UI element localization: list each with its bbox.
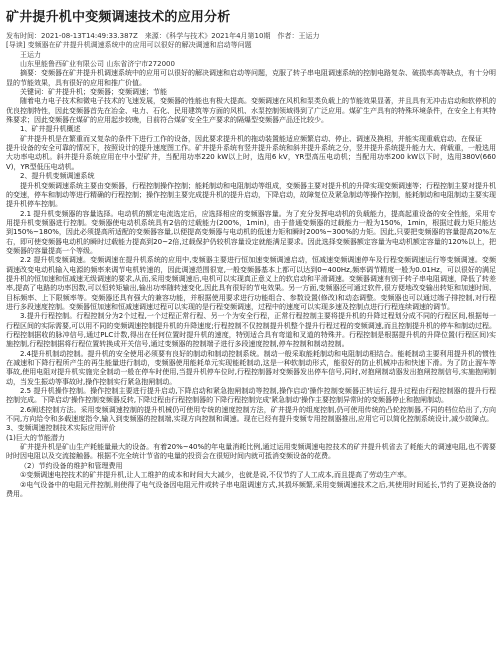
body-paragraph: ①变频调速电控技术的矿井提升机,让人工维护的成本和时间大大减少，也就是说,不仅节约了人工成本,而且提高了劳动生产率。 bbox=[20, 471, 411, 480]
body-paragraph: 提升机变频调速系统主要由变频器，行程控制操作控制；能耗制动和电阻制动等组成，变频器主要对提升机的升降实现变频调速等；行程控制主要对提升机的变速，停车和制动等进行精确的行程控制；操作控制主要完成提升机的提升启动，下降启动，故障复位及紧急制动等操作控制，能耗制动和电阻制动主要实现提升机停车控制。 bbox=[6, 181, 496, 209]
body-paragraph: 矿井提升机是矿山生产耗能量最大的设备。有着20%~40%的年电量消耗比例,通过运用变频调速电控技术的矿井提升机省去了耗能大的调速电阻,也不需要时时因电阻以及交流接触器。根据不完全统计节省的电量的投资会在很短时间内就可抵消变频设备的花费。 bbox=[6, 443, 496, 461]
body-paragraph: 矿井提升机是在繁重而又复杂的条件下进行工作的设备，因此要求提升机的拖动装置能适应频繁启动、停止、调速及换相，并能实现重载启动、在保证 bbox=[20, 134, 482, 143]
abstract: 摘要：变频器在矿井提升机调速系统中的应用可以很好的解决调速和启动等问题，克服了转子串电阻调速系统的控制电路复杂、破损率高等缺点，有十分明显的节能效果，具有很好的应用和推广价值。 bbox=[6, 69, 496, 87]
author-affiliation: 山东里能鲁西矿业有限公司 山东省济宁市272000 bbox=[20, 60, 175, 69]
publish-info: 发布时间：2021-08-13T14:49:33.387Z 来源：《科学与技术》2021年4月第10期 作者：王运力 bbox=[6, 32, 320, 40]
intro-paragraph: 随着电力电子技术和微电子技术的飞速发展，变频器的性能也有极大提高。变频调速在风机和泵类负载上的节能效果显著，并且具有无冲击启动和软停机的优良控制特性，因此变频器首先在冶金、电力、石化、民用建筑等方面的风机、水泵控制领域得到了广泛应用。煤矿生产具有的特殊环境条件，在安全上有其特殊要求；因此变频器在煤矿的应用起步较晚，目前符合煤矿安全生产要求的隔爆型变频器产品还比较少。 bbox=[6, 97, 496, 125]
body-paragraph: 2.6阐述控制方法。采用变频调速控制的提升机械仍可使用专统的速度控制方法，矿井提升的组度控制,仍可使用传统的凸轮控制器,不同的档位给出了,方向不同,方向给令和多载速度指令,输入到变频器的控制端,实现方向控制和调速。现在已经有提升变频专用控制器推出,应用它可以简化控制系统设计,减少故障点。 bbox=[6, 405, 496, 424]
section-heading-1: 1、矿井提升机概述 bbox=[20, 125, 81, 134]
article-title: 矿井提升机中变频调速技术的应用分析 bbox=[6, 10, 231, 25]
body-paragraph: 2.5 提升机操作控制。操作控制主要进行提升启动,下降启动和紧急抱闸制动等控制,操作启动'操作控制变频器正转运行,提升过程由行程控制器的提升行程控制完成。下降启动'操作控制变频器反转,下降过程由行程控制器的下降行程控制完成'紧急制动'操作主要控制异常时的变频器停止和抱闸制动。 bbox=[6, 387, 496, 405]
guide-line: [导读] 变频器在矿井提升机调速系统中的应用可以很好的解决调速和启动等问题 bbox=[6, 41, 252, 50]
author-name: 王运力 bbox=[20, 50, 41, 59]
body-paragraph: ②电气设备中的电阻元件控制,则使得了电气设备因电阻元件或转子串电阻调速方式,其损坏频繁,采用变频调速技术之后,其使用时间延长,节约了更换设备的费用。 bbox=[6, 480, 496, 498]
keywords: 关键词：矿井提升机；变频器；变频调速；节能 bbox=[20, 88, 167, 97]
subheading: （2）节约设备的维护和管理费用 bbox=[20, 461, 123, 470]
body-paragraph: 2.2 提升机变频调速。变频调速在提升机系统的应用中,变频器主要进行恒加速变频调速启动，恒减速变频调速停车及行程变频调速运行等变频调速。变频调速改变电动机输入电源的频率来调节电机转速的，因此调速范围很宽,一般变频器基本上都可以达到0~400Hz,频率调节精度一般为0.01Hz，可以很好的满足提升机的恒加速和恒减速无级调速的要求,从而,采用变频调速后,电机可以实现真正意义上的软启动和平滑调速。变频器调速有别于转子串电阻调速，降低了转差率,提高了电路的功率因数,可以恒转矩输出,输出功率随转速变化,因此具有很好的节电效果。另一方面,变频器还可通过软件,很方便地改变输出转矩和加速时间、目标频率、上下限频率等。变频器还具有强大的兼容功能，并根据使用要求进行功能组合、参数设置(修改)和动态调整。变频器也可以通过端子排控制,对行程进行多段速度控制。变频器恒加速和恒减速调速过程可以实现的是行程变频调速，过程中的速度可以实现多速及控制点进行行程连续调速的调节。 bbox=[6, 256, 496, 311]
body-paragraph: 提升设备的安全可靠的情况下，按照设计的提升速度图工作。矿井提升系统有竖井提升系统和斜井提升系统之分，竖井提升系统提升能力大、荷载重，一般选用大功率电动机。斜井提升系统应用在中小型矿井，当配用功率220 kW以上时，选用6 kV，YR型高压电动机；当配用功率200 kW以下时，选用380V(660 V)，YR型低压电动机。 bbox=[6, 144, 496, 171]
section-heading-3: 3、变频调速控制技术实际应用评价 bbox=[6, 424, 116, 433]
section-heading-2: 2、提升机变频调速系统 bbox=[20, 172, 95, 181]
body-paragraph: 2.4提升机制动控制。提升机的安全使用必须要有良好的制动和制动控制系统。制动一般采取能耗制动和电阻制动相结合。能耗制动主要利用提升机的惯性在减速和下降行程所产生的再生能量进行制动，变频器使用能耗单元实现能耗制动,这是一种软制动形式，能很好的防止机械冲击和快速下滑。为了防止溜车等事故,使用电阻对提升机实施完全制动一般在停车时使用,当提升机停车位时,行程控制器对变频器发出停车信号,同时,对抱闸制动器发出抱闸控制信号,实施抱闸制动，当发生振动等事故时,操作控制实行紧急抱闸制动。 bbox=[6, 349, 496, 386]
subheading: (1)巨大的节能潜力 bbox=[6, 433, 65, 442]
body-paragraph: 2.1 提升机变频器的容量选择。电动机的额定电流选定后，应选择相应的变频器容量。为了充分发挥电动机的负载能力，提高起重设备的安全性能，采用专用提升机变频器进行控制。变频器使电动机系统具有2倍的过载能力(200%，1min)，由于普通变频器的过载能力一般为150%，1min，根据过载力矩只能达到150%~180%，因此必须提高所适配的变频器容量,以便提高变频器与电动机的低速力矩和瞬时200%~300%的力矩。因此,只要把变频器的容量提高20%左右，即可使变频器电动机的瞬时过载能力提高到20~2倍,过载保护仍较机容量设定就能满足要求。因此选择变频器额定容量为电动机额定容量的120%以上，把变频器的容量提高一个等级。 bbox=[6, 209, 496, 255]
body-paragraph: 3.提升行程控制。行程控制分为2个过程,一个过程正常行程、另一个为安全行程，正常行程控制主要将提升机的升降过程划分成不同的行程区间,根据每一行程区间的实际需要,可以用不同的变频调速控制提升机的升降速度;行程控制不仅控制提升机整个提升行程过程的变频调速,而且控制提升机的停车和制动过程。行程控制据收的脉冲信号,通过PLC计数,得出在任何位置时提升机的速度，特别适合具有弯道和叉道的特殊并。行程控制是根据提升机的升降位置(行程区间)实施控制,行程控制据将行程位置转换成开关信号,通过变频器的控制端子进行多段速度控制,停车控制和制动控制。 bbox=[6, 312, 496, 349]
